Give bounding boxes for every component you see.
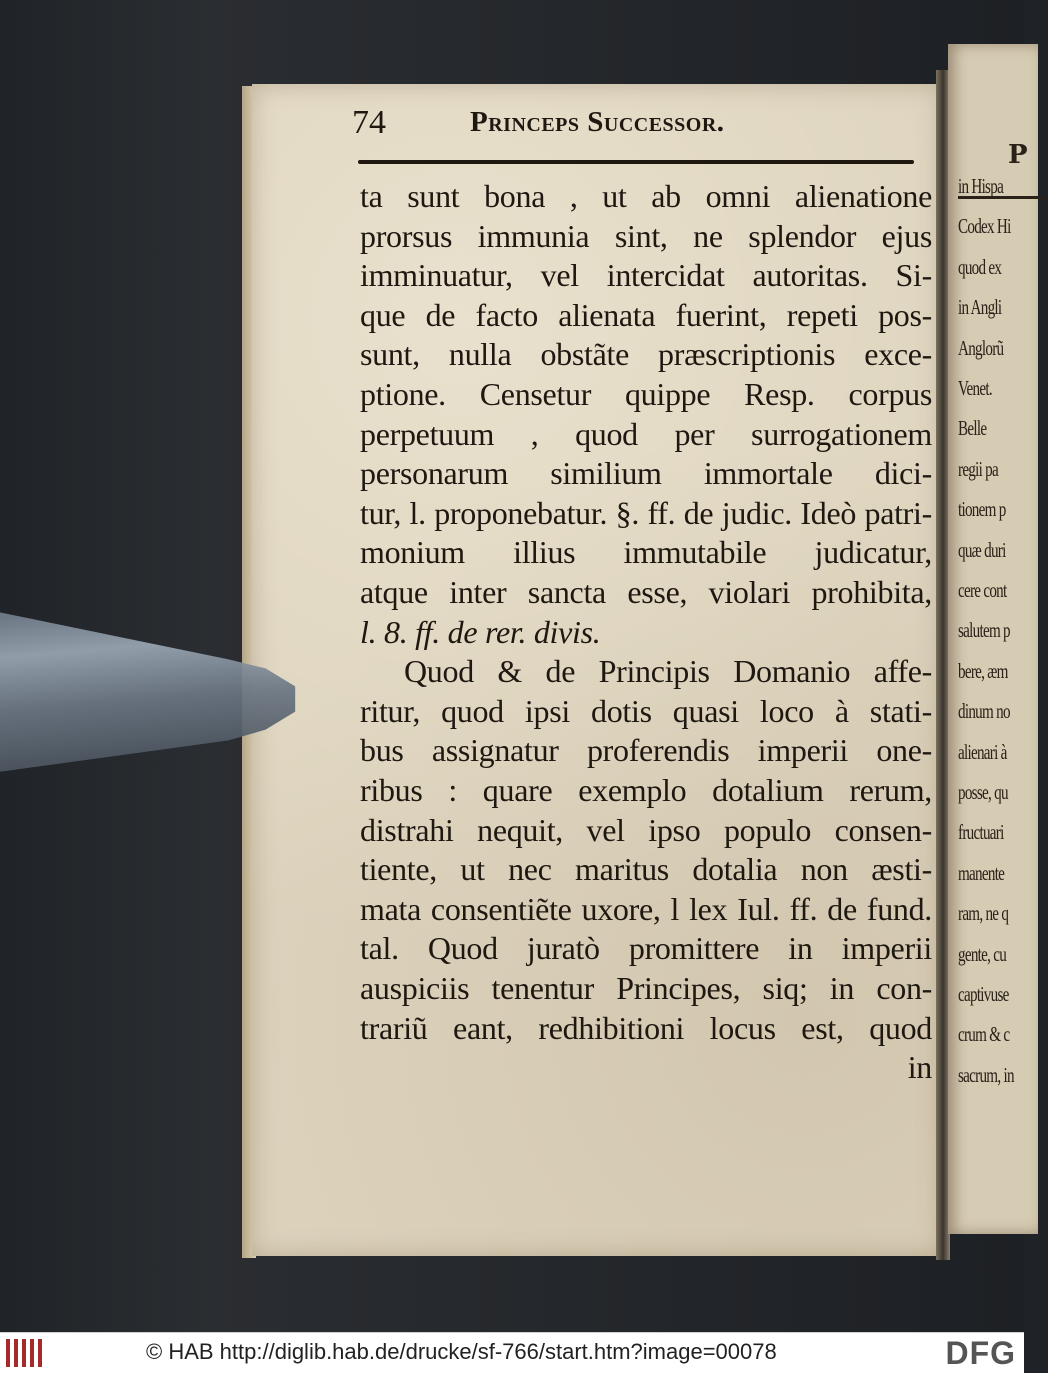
facing-page [948, 44, 1038, 1234]
facing-text-line: dinum no [958, 699, 1010, 724]
facing-text-line: Anglorũ [958, 335, 1004, 360]
facing-text-line: fructuari [958, 820, 1004, 845]
facing-text-line: quod ex [958, 254, 1002, 279]
text-line: auspiciis tenentur Principes, siq; in con- [360, 970, 932, 1006]
text-line: prorsus immunia sint, ne splendor ejus [360, 217, 932, 254]
text-line: personarum similium immortale dici- [360, 455, 932, 492]
facing-text-line: Belle [958, 416, 987, 441]
facing-text-line: alienari à [958, 739, 1007, 764]
text-line: monium illius immutabile judicatur, [360, 534, 932, 571]
facing-text-line: sacrum, in [958, 1062, 1014, 1087]
facing-text-line: bere, æm [958, 658, 1008, 683]
facing-text-line: cere cont [958, 578, 1007, 602]
text-line: distrahi nequit, vel ipso populo consen- [360, 811, 932, 848]
text-line: tiente, ut nec maritus dotalia non æsti- [360, 851, 932, 888]
facing-text-line: tionem p [958, 497, 1006, 522]
facing-text-line: posse, qu [958, 780, 1008, 804]
footer-bar [0, 1332, 1024, 1373]
text-line: mata consentiẽte uxore, l lex Iul. ff. de fund. [360, 890, 932, 927]
text-line: Quod & de Principis Domanio affe- [404, 653, 932, 690]
text-line: trariũ eant, redhibitioni locus est, quod [360, 1009, 932, 1046]
text-line: perpetuum , quod per surrogationem [360, 415, 932, 452]
text-line: ritur, quod ipsi dotis quasi loco à stati- [360, 692, 932, 729]
text-line: bus assignatur proferendis imperii one- [360, 732, 932, 769]
text-line: tur, l. proponebatur. §. ff. de judic. Ideò patri- [360, 494, 932, 531]
page-header [352, 104, 922, 144]
facing-text-line: Venet. [958, 376, 992, 400]
text-line: imminuatur, vel intercidat autoritas. Si- [360, 257, 932, 294]
text-line: ribus : quare exemplo dotalium rerum, [360, 772, 932, 808]
page-number: 74 [352, 104, 386, 141]
facing-text-line: ram, ne q [958, 901, 1009, 926]
facing-text-line: regii pa [958, 456, 999, 481]
facing-page-head: P [1008, 140, 1028, 170]
facing-text-line: in Hispa [958, 174, 1004, 198]
facing-text-line: captivuse [958, 982, 1009, 1006]
facing-text-line: crum & c [958, 1022, 1010, 1047]
text-line: atque inter sancta esse, violari prohibita, [360, 574, 932, 610]
text-line: que de facto alienata fuerint, repeti pos- [360, 296, 932, 333]
facing-text-line: in Angli [958, 295, 1002, 320]
facing-text-line: salutem p [958, 618, 1010, 643]
header-rule [358, 160, 914, 164]
running-head: Princeps Successor. [470, 106, 725, 138]
text-line: in [907, 1049, 932, 1086]
text-line: l. 8. ff. de rer. divis. [360, 613, 601, 650]
hab-logo-icon [6, 1339, 42, 1367]
text-line: ta sunt bona , ut ab omni alienatione [360, 178, 932, 214]
copyright-url[interactable]: © HAB http://diglib.hab.de/drucke/sf-766/start.htm?image=00078 [146, 1339, 777, 1364]
dfg-logo: DFG [945, 1335, 1016, 1371]
facing-text-line: quæ duri [958, 537, 1006, 562]
facing-text-line: gente, cu [958, 941, 1007, 966]
text-line: ptione. Censetur quippe Resp. corpus [360, 376, 932, 412]
facing-text-line: manente [958, 860, 1005, 885]
text-line: tal. Quod juratò promittere in imperii [360, 930, 932, 967]
text-line: sunt, nulla obstãte præscriptionis exce- [360, 336, 932, 373]
facing-text-line: Codex Hi [958, 214, 1011, 239]
